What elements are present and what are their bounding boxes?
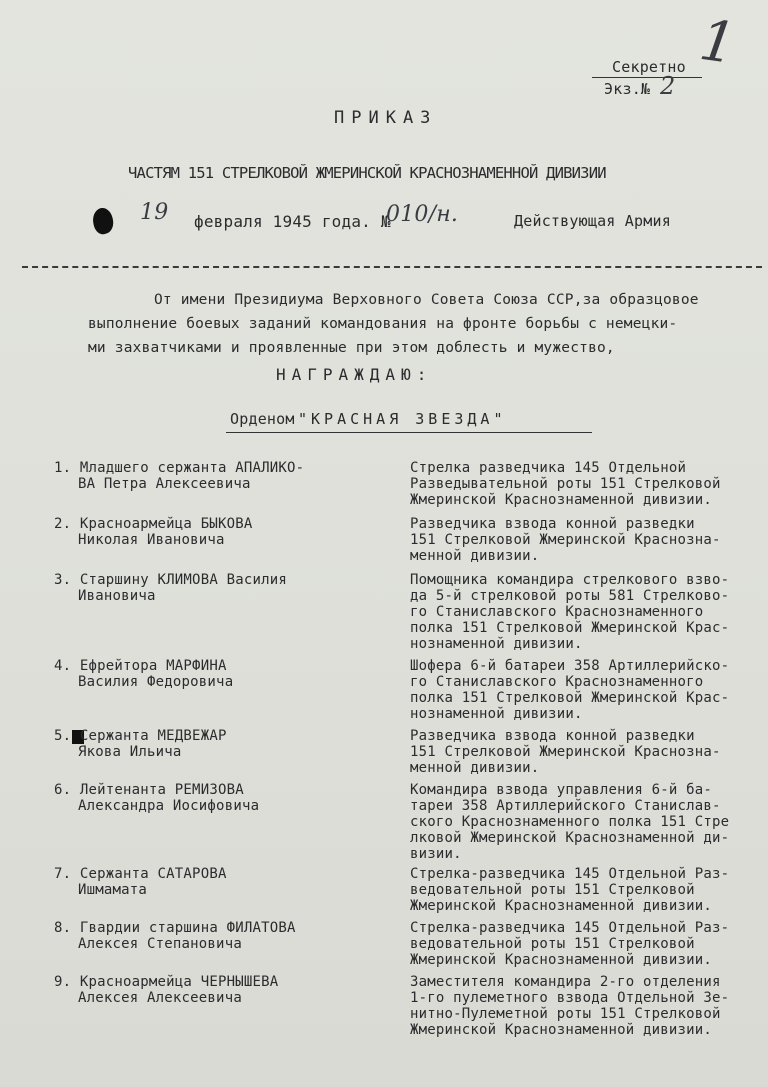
sheet-number: 1	[695, 7, 741, 78]
copy-label: Экз.№	[604, 80, 651, 98]
header-divider	[22, 266, 762, 268]
awardee-duty-line: Стрелка разведчика 145 Отдельной	[410, 460, 687, 476]
awardee-duty-line: ского Краснознаменного полка 151 Стре	[410, 814, 730, 830]
ink-blot	[90, 206, 116, 236]
awardee-name-line: ВА Петра Алексеевича	[78, 476, 251, 492]
awardee-duty-line: полка 151 Стрелковой Жмеринской Крас-	[410, 690, 730, 706]
order-date-text: февраля 1945 года. №	[194, 212, 391, 231]
awardee-duty-line: Жмеринской Краснознаменной дивизии.	[410, 1022, 713, 1038]
awardee-duty-line: Жмеринской Краснознаменной дивизии.	[410, 898, 713, 914]
awardee-duty-line: Жмеринской Краснознаменной дивизии.	[410, 492, 713, 508]
awardee-duty-line: Помощника командира стрелкового взво-	[410, 572, 730, 588]
intro-line: От имени Президиума Верховного Совета Союза ССР,за образцовое	[154, 292, 699, 308]
award-verb: НАГРАЖДАЮ:	[276, 365, 433, 384]
awardee-duty-line: Стрелка-разведчика 145 Отдельной Раз-	[410, 866, 730, 882]
awardee-duty-line: Жмеринской Краснознаменной дивизии.	[410, 952, 713, 968]
awardee-duty-line: Заместителя командира 2-го отделения	[410, 974, 721, 990]
order-location: Действующая Армия	[514, 212, 671, 230]
awardee-duty-line: менной дивизии.	[410, 548, 540, 564]
awardee-duty-line: Стрелка-разведчика 145 Отдельной Раз-	[410, 920, 730, 936]
awardee-name-line: Алексея Степановича	[78, 936, 242, 952]
awardee-duty-line: Командира взвода управления 6-й ба-	[410, 782, 713, 798]
awardee-duty-line: 151 Стрелковой Жмеринской Краснозна-	[410, 744, 721, 760]
order-number: 010/н.	[386, 202, 459, 227]
awardee-name-line: Ивановича	[78, 588, 156, 604]
awardee-name-line: 8. Гвардии старшина ФИЛАТОВА	[54, 920, 296, 936]
awardee-duty-line: полка 151 Стрелковой Жмеринской Крас-	[410, 620, 730, 636]
awardee-name-line: 5. Сержанта МЕДВЕЖАР	[54, 728, 227, 744]
awardee-name-line: 9. Красноармейца ЧЕРНЫШЕВА	[54, 974, 279, 990]
awardee-duty-line: тареи 358 Артиллерийского Станислав-	[410, 798, 721, 814]
document-subtitle: ЧАСТЯМ 151 СТРЕЛКОВОЙ ЖМЕРИНСКОЙ КРАСНОЗНАМЕННОЙ ДИВИЗИИ	[128, 164, 606, 182]
awardee-name-line: 7. Сержанта САТАРОВА	[54, 866, 227, 882]
awardee-duty-line: лковой Жмеринской Краснознаменной ди-	[410, 830, 730, 846]
order-day: 19	[140, 200, 169, 225]
awardee-duty-line: Шофера 6-й батареи 358 Артиллерийско-	[410, 658, 730, 674]
awardee-name-line: 2. Красноармейца БЫКОВА	[54, 516, 253, 532]
copy-number: 2	[660, 72, 676, 100]
awardee-name-line: Ишмамата	[78, 882, 148, 898]
awardee-duty-line: ведовательной роты 151 Стрелковой	[410, 882, 695, 898]
awardee-duty-line: 151 Стрелковой Жмеринской Краснозна-	[410, 532, 721, 548]
awardee-duty-line: нознаменной дивизии.	[410, 636, 583, 652]
awardee-name-line: 6. Лейтенанта РЕМИЗОВА	[54, 782, 244, 798]
secrecy-underline	[592, 77, 702, 78]
awardee-duty-line: го Станиславского Краснознаменного	[410, 604, 704, 620]
awardee-name-line: Василия Федоровича	[78, 674, 234, 690]
awardee-duty-line: нознаменной дивизии.	[410, 706, 583, 722]
awardee-duty-line: нитно-Пулеметной роты 151 Стрелковой	[410, 1006, 721, 1022]
awardee-duty-line: визии.	[410, 846, 462, 862]
awardee-name-line: 3. Старшину КЛИМОВА Василия	[54, 572, 287, 588]
order-underline	[226, 432, 592, 433]
awardee-duty-line: Разведчика взвода конной разведки	[410, 728, 695, 744]
awardee-name-line: Николая Ивановича	[78, 532, 225, 548]
intro-line: ми захватчиками и проявленные при этом доблесть и мужество,	[88, 340, 615, 356]
awardee-duty-line: менной дивизии.	[410, 760, 540, 776]
order-label: Орденом	[230, 410, 295, 428]
document-title: ПРИКАЗ	[334, 108, 438, 128]
intro-line: выполнение боевых заданий командования на фронте борьбы с немецки-	[88, 316, 678, 332]
awardee-duty-line: 1-го пулеметного взвода Отдельной Зе-	[410, 990, 730, 1006]
awardee-duty-line: да 5-й стрелковой роты 581 Стрелково-	[410, 588, 730, 604]
order-name: "КРАСНАЯ ЗВЕЗДА"	[298, 410, 507, 428]
awardee-duty-line: го Станиславского Краснознаменного	[410, 674, 704, 690]
awardee-name-line: Александра Иосифовича	[78, 798, 260, 814]
awardee-duty-line: Разведывательной роты 151 Стрелковой	[410, 476, 721, 492]
awardee-name-line: 4. Ефрейтора МАРФИНА	[54, 658, 227, 674]
awardee-duty-line: Разведчика взвода конной разведки	[410, 516, 695, 532]
awardee-duty-line: ведовательной роты 151 Стрелковой	[410, 936, 695, 952]
awardee-name-line: 1. Младшего сержанта АПАЛИКО-	[54, 460, 305, 476]
secrecy-stamp: Секретно	[612, 58, 686, 76]
awardee-name-line: Якова Ильича	[78, 744, 182, 760]
awardee-name-line: Алексея Алексеевича	[78, 990, 242, 1006]
